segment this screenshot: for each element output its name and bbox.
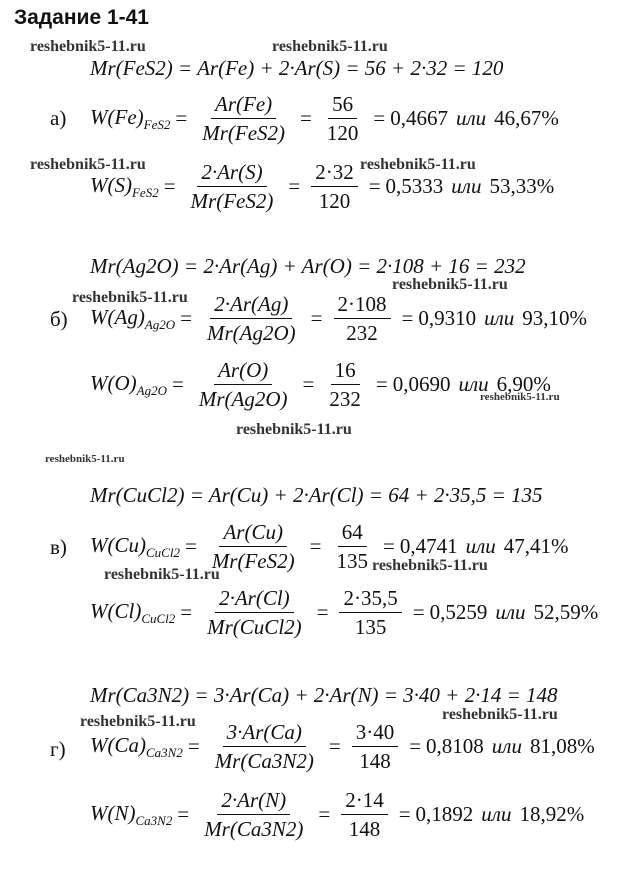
percent-value: 6,90% xyxy=(496,372,551,397)
mass-fraction-equation: $W(S)_{FeS2}$ = $\frac{2\cdot Ar(S)}{\text{Mr(FeS2)}}$ = $\frac{2\cdot 32}{120}$ = 0,5333 или 53,33% xyxy=(90,160,555,214)
or-word: или xyxy=(465,534,496,559)
numeric-fraction: $\frac{2\cdot 14}{148}$ xyxy=(341,788,388,841)
equation-molar-mass: Mr(FeS2) = Ar(Fe) + 2·Ar(S) = 56 + 2·32 = 120 xyxy=(90,56,504,80)
numeric-fraction: $\frac{2\cdot 35,5}{135}$ xyxy=(339,586,401,639)
equation-molar-mass: Mr(CuCl2) = Ar(Cu) + 2·Ar(Cl) = 64 + 2·35,5 = 135 xyxy=(90,483,543,507)
numeric-fraction: $\frac{2\cdot 108}{232}$ xyxy=(334,292,391,345)
or-word: или xyxy=(455,106,487,131)
lhs: $W(N)_{Ca3N2}$ xyxy=(90,800,173,828)
mass-fraction-equation: $W(Ca)_{Ca3N2}$ = $\frac{3\cdot Ar(Ca)}{Mr(Ca3N2)}$ = $\frac{3\cdot 40}{148}$ = 0,8108 или 81,08% xyxy=(90,720,595,774)
or-word: или xyxy=(481,802,512,827)
percent-value: 52,59% xyxy=(533,600,599,625)
or-word: или xyxy=(451,174,482,199)
result-value: 0,5259 xyxy=(429,600,488,625)
percent-value: 81,08% xyxy=(529,734,595,759)
symbolic-fraction: $\frac{2\cdot Ar(N)}{Mr(Ca3N2)}$ xyxy=(204,788,304,842)
result-value: 0,4741 xyxy=(399,534,458,559)
watermark: reshebnik5-11.ru xyxy=(104,566,220,583)
mass-fraction-equation: $W(Fe)_{FeS2}$ = $\frac{Ar(Fe)}{\text{Mr(FeS2)}}$ = $\frac{56}{120}$ = 0,4667 или 46,67% xyxy=(90,92,559,146)
watermark: reshebnik5-11.ru xyxy=(30,156,146,173)
lhs: $W(Ag)_{Ag2O}$ xyxy=(90,304,176,332)
symbolic-fraction: $\frac{3\cdot Ar(Ca)}{Mr(Ca3N2)}$ xyxy=(214,720,314,774)
result-value: 0,8108 xyxy=(426,734,484,759)
lhs: $W(Ca)_{Ca3N2}$ xyxy=(90,732,183,760)
or-word: или xyxy=(495,600,526,625)
lhs: $W(Cl)_{CuCl2}$ xyxy=(90,598,176,626)
result-value: 0,4667 xyxy=(390,106,448,131)
watermark: reshebnik5-11.ru xyxy=(236,421,352,438)
mass-fraction-equation: $W(Cl)_{CuCl2}$ = $\frac{2\cdot Ar(Cl)}{\text{Mr(CuCl2)}}$ = $\frac{2\cdot 35,5}{135}$ = 0,5259 или 52,59% xyxy=(90,586,599,640)
percent-value: 46,67% xyxy=(494,106,559,131)
mass-fraction-equation: $W(Ag)_{Ag2O}$ = $\frac{2\cdot Ar(Ag)}{Mr(Ag2O)}$ = $\frac{2\cdot 108}{232}$ = 0,9310 или 93,10% xyxy=(90,292,588,346)
watermark: reshebnik5-11.ru xyxy=(30,38,146,55)
watermark: reshebnik5-11.ru xyxy=(480,391,560,403)
percent-value: 47,41% xyxy=(503,534,569,559)
watermark: reshebnik5-11.ru xyxy=(442,706,558,723)
result-value: 0,0690 xyxy=(392,372,451,397)
symbolic-fraction: $\frac{Ar(O)}{Mr(Ag2O)}$ xyxy=(198,358,288,412)
percent-value: 53,33% xyxy=(489,174,555,199)
percent-value: 18,92% xyxy=(519,802,585,827)
or-word: или xyxy=(491,734,522,759)
task-title: Задание 1-41 xyxy=(14,6,149,29)
watermark: reshebnik5-11.ru xyxy=(72,289,188,306)
or-word: или xyxy=(458,372,489,397)
equation-molar-mass: Mr(Ca3N2) = 3·Ar(Ca) + 2·Ar(N) = 3·40 + 2·14 = 148 xyxy=(90,683,558,707)
watermark: reshebnik5-11.ru xyxy=(372,557,488,574)
lhs: $W(Cu)_{CuCl2}$ xyxy=(90,532,180,560)
numeric-fraction: $\frac{16}{232}$ xyxy=(329,358,361,412)
part-label-v: в) xyxy=(50,535,67,559)
watermark: reshebnik5-11.ru xyxy=(80,713,196,730)
lhs: $W(O)_{Ag2O}$ xyxy=(90,370,167,398)
mass-fraction-equation: $W(O)_{Ag2O}$ = $\frac{Ar(O)}{Mr(Ag2O)}$ = $\frac{16}{232}$ = 0,0690 или 6,90% xyxy=(90,358,551,412)
equation-molar-mass: Mr(Ag2O) = 2·Ar(Ag) + Ar(O) = 2·108 + 16 = 232 xyxy=(90,254,526,278)
lhs: $W(Fe)_{FeS2}$ xyxy=(90,104,171,132)
mass-fraction-equation: $W(Cu)_{CuCl2}$ = $\frac{Ar(Cu)}{\text{Mr(FeS2)}}$ = $\frac{64}{135}$ = 0,4741 или 47,41% xyxy=(90,520,569,574)
mass-fraction-equation: $W(N)_{Ca3N2}$ = $\frac{2\cdot Ar(N)}{Mr(Ca3N2)}$ = $\frac{2\cdot 14}{148}$ = 0,1892 или 18,92% xyxy=(90,788,585,842)
symbolic-fraction: $\frac{2\cdot Ar(S)}{\text{Mr(FeS2)}}$ xyxy=(190,160,274,214)
or-word: или xyxy=(484,306,515,331)
numeric-fraction: $\frac{3\cdot 40}{148}$ xyxy=(352,720,399,773)
symbolic-fraction: $\frac{2\cdot Ar(Cl)}{\text{Mr(CuCl2)}}$ xyxy=(207,586,302,640)
part-label-g: г) xyxy=(50,737,66,761)
numeric-fraction: $\frac{56}{120}$ xyxy=(326,92,359,146)
percent-value: 93,10% xyxy=(522,306,588,331)
watermark: reshebnik5-11.ru xyxy=(360,156,476,173)
watermark: reshebnik5-11.ru xyxy=(272,38,388,55)
part-label-a: а) xyxy=(50,106,67,130)
numeric-fraction: $\frac{2\cdot 32}{120}$ xyxy=(311,160,358,213)
symbolic-fraction: $\frac{Ar(Fe)}{\text{Mr(FeS2)}}$ xyxy=(202,92,286,146)
result-value: 0,5333 xyxy=(385,174,444,199)
symbolic-fraction: $\frac{Ar(Cu)}{\text{Mr(FeS2)}}$ xyxy=(211,520,295,574)
watermark: reshebnik5-11.ru xyxy=(392,276,508,293)
lhs: $W(S)_{FeS2}$ xyxy=(90,172,159,200)
watermark: reshebnik5-11.ru xyxy=(45,453,125,465)
result-value: 0,9310 xyxy=(418,306,477,331)
numeric-fraction: $\frac{64}{135}$ xyxy=(336,520,368,574)
part-label-b: б) xyxy=(50,307,68,331)
result-value: 0,1892 xyxy=(415,802,474,827)
symbolic-fraction: $\frac{2\cdot Ar(Ag)}{Mr(Ag2O)}$ xyxy=(207,292,296,346)
